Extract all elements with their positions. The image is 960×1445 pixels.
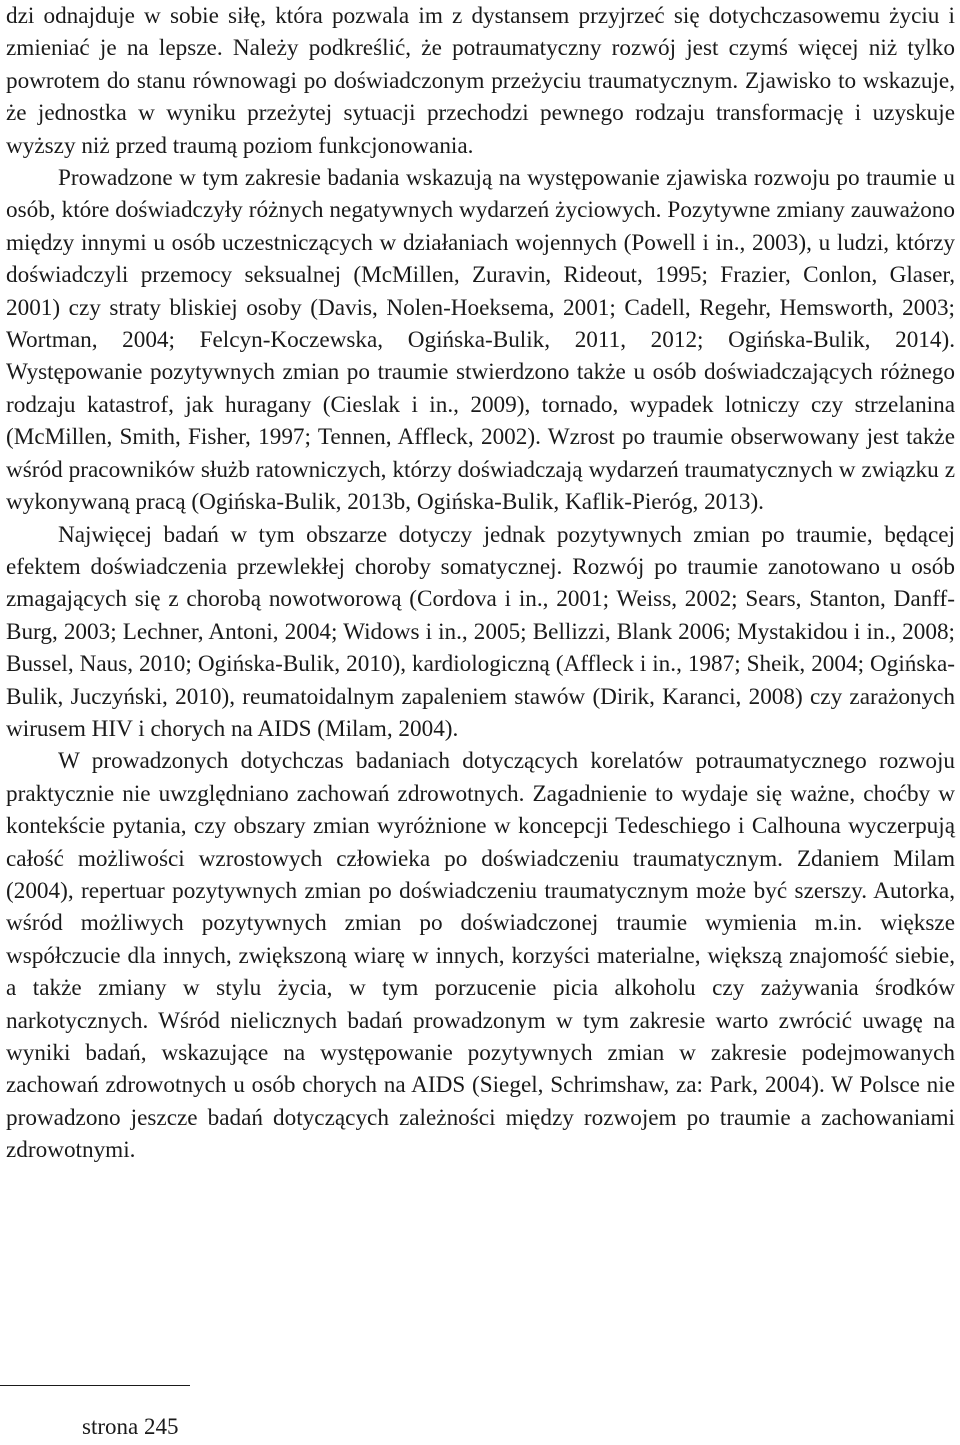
paragraph-research-findings: Prowadzone w tym zakresie badania wskazują na występowanie zjawiska rozwoju po traumie u osób, które doświadczyły różnych negatywnych wydarzeń życiowych. Pozytywne zmiany zauważono między innymi u osób uczestniczących w działaniach wojennych (Powell i in., 2003), u ludzi, którzy doświadczyli przemocy seksualnej (McMillen, Zuravin, Rideout, 1995; Frazier, Conlon, Glaser, 2001) czy straty bliskiej osoby (Davis, Nolen-Hoeksema, 2001; Cadell, Regehr, Hemsworth, 2003; Wortman, 2004; Felcyn-Koczewska, Ogińska-Bulik, 2011, 2012; Ogińska-Bulik, 2014). Występowanie pozytywnych zmian po traumie stwierdzono także u osób doświadczających różnego rodzaju katastrof, jak huragany (Cieslak i in., 2009), tornado, wypadek lotniczy czy strzelanina (McMillen, Smith, Fisher, 1997; Tennen, Affleck, 2002). Wzrost po traumie obserwowany jest także wśród pracowników służb ratowniczych, którzy doświadczają wydarzeń traumatycznych w związku z wykonywaną pracą (Ogińska-Bulik, 2013b, Ogińska-Bulik, Kaflik-Pieróg, 2013). [6, 165, 955, 516]
paragraph-continuation: dzi odnajduje w sobie siłę, która pozwala im z dystansem przyjrzeć się dotychczasowemu życiu i zmieniać je na lepsze. Należy podkreślić, że potraumatyczny rozwój jest czymś więcej niż tylko powrotem do stanu równowagi po doświadczonym przeżyciu traumatycznym. Zjawisko to wskazuje, że jednostka w wyniku przeżytej sytuacji przechodzi pewnego rodzaju transformację i uzyskuje wyższy niż przed traumą poziom funkcjonowania. [6, 3, 955, 159]
document-body [6, 0, 955, 1167]
paragraph-health-behaviors: W prowadzonych dotychczas badaniach dotyczących korelatów potraumatycznego rozwoju praktycznie nie uwzględniano zachowań zdrowotnych. Zagadnienie to wydaje się ważne, choćby w kontekście pytania, czy obszary zmian wyróżnione w koncepcji Tedeschiego i Calhouna wyczerpują całość możliwości wzrostowych człowieka po doświadczeniu traumatycznym. Zdaniem Milam (2004), repertuar pozytywnych zmian po doświadczeniu traumatycznym może być szerszy. Autorka, wśród możliwych pozytywnych zmian po doświadczonej traumie wymienia m.in. większe współczucie dla innych, zwiększoną wiarę w innych, korzyści materialne, większą znajomość siebie, a także zmiany w stylu życia, w tym porzucenie picia alkoholu czy zażywania środków narkotycznych. Wśród nielicznych badań prowadzonym w tym zakresie warto zwrócić uwagę na wyniki badań, wskazujące na występowanie pozytywnych zmian w zakresie podejmowanych zachowań zdrowotnych u osób chorych na AIDS (Siegel, Schrimshaw, za: Park, 2004). W Polsce nie prowadzono jeszcze badań dotyczących zależności między rozwojem po traumie a zachowaniami zdrowotnymi. [6, 748, 955, 1164]
paragraph-chronic-illness: Najwięcej badań w tym obszarze dotyczy jednak pozytywnych zmian po traumie, będącej efektem doświadczenia przewlekłej choroby somatycznej. Rozwój po traumie zanotowano u osób zmagających się z chorobą nowotworową (Cordova i in., 2001; Weiss, 2002; Sears, Stanton, Danff-Burg, 2003; Lechner, Antoni, 2004; Widows i in., 2005; Bellizzi, Blank 2006; Mystakidou i in., 2008; Bussel, Naus, 2010; Ogińska-Bulik, 2010), kardiologiczną (Affleck i in., 1987; Sheik, 2004; Ogińska-Bulik, Juczyński, 2010), reumatoidalnym zapaleniem stawów (Dirik, Karanci, 2008) czy zarażonych wirusem HIV i chorych na AIDS (Milam, 2004). [6, 521, 955, 742]
page-number: strona 245 [82, 1414, 179, 1439]
footer-rule [0, 1385, 190, 1386]
